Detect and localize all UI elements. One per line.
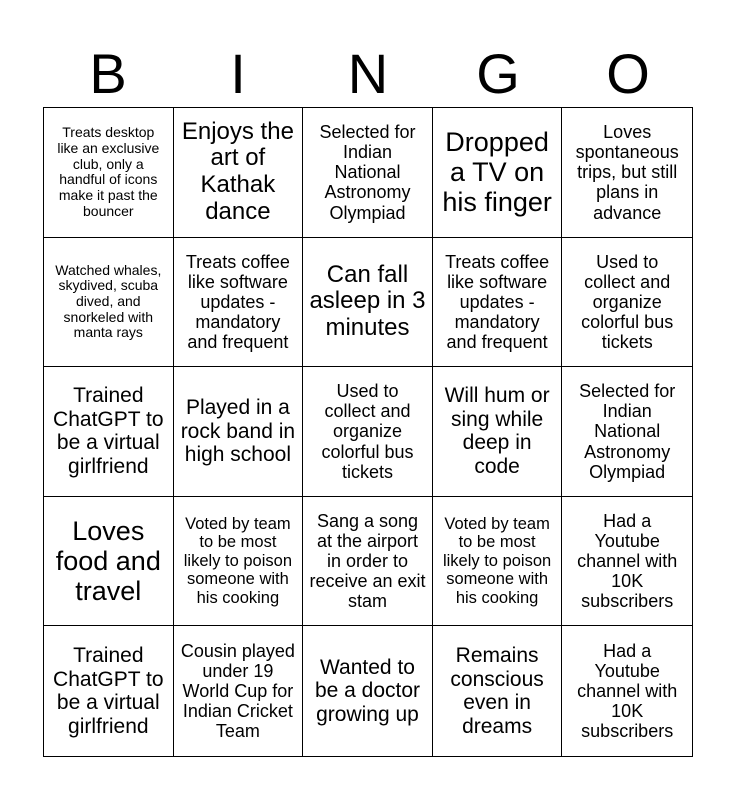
bingo-cell[interactable]: Wanted to be a doctor growing up <box>303 626 433 756</box>
bingo-cell[interactable]: Remains conscious even in dreams <box>433 626 563 756</box>
bingo-header <box>43 40 693 108</box>
bingo-cell[interactable]: Treats coffee like software updates - mandatory and frequent <box>433 238 563 368</box>
header-letter-g: G <box>476 42 520 105</box>
bingo-cell[interactable]: Sang a song at the airport in order to receive an exit stam <box>303 497 433 627</box>
bingo-cell[interactable]: Trained ChatGPT to be a virtual girlfriend <box>44 367 174 497</box>
bingo-cell[interactable]: Used to collect and organize colorful bus tickets <box>562 238 692 368</box>
bingo-cell[interactable]: Selected for Indian National Astronomy Olympiad <box>303 108 433 238</box>
header-letter-o: O <box>606 42 650 105</box>
bingo-cell[interactable]: Voted by team to be most likely to poison someone with his cooking <box>433 497 563 627</box>
bingo-cell[interactable]: Played in a rock band in high school <box>174 367 304 497</box>
bingo-cell[interactable]: Cousin played under 19 World Cup for Indian Cricket Team <box>174 626 304 756</box>
header-letter-b: B <box>89 42 127 105</box>
header-letter-i: I <box>230 42 246 105</box>
bingo-cell[interactable]: Used to collect and organize colorful bus tickets <box>303 367 433 497</box>
bingo-cell[interactable]: Loves spontaneous trips, but still plans in advance <box>562 108 692 238</box>
bingo-cell[interactable]: Dropped a TV on his finger <box>433 108 563 238</box>
bingo-cell[interactable]: Watched whales, skydived, scuba dived, and snorkeled with manta rays <box>44 238 174 368</box>
bingo-cell[interactable]: Will hum or sing while deep in code <box>433 367 563 497</box>
bingo-cell[interactable]: Treats coffee like software updates - mandatory and frequent <box>174 238 304 368</box>
header-letter-n: N <box>347 42 389 105</box>
bingo-cell[interactable]: Selected for Indian National Astronomy Olympiad <box>562 367 692 497</box>
bingo-cell[interactable]: Voted by team to be most likely to poison someone with his cooking <box>174 497 304 627</box>
bingo-board <box>43 107 693 757</box>
bingo-cell[interactable]: Had a Youtube channel with 10K subscribers <box>562 497 692 627</box>
bingo-cell[interactable]: Had a Youtube channel with 10K subscribers <box>577 640 678 742</box>
bingo-cell[interactable]: Loves food and travel <box>44 497 174 627</box>
bingo-cell[interactable]: Enjoys the art of Kathak dance <box>174 108 304 238</box>
bingo-cell[interactable]: Trained ChatGPT to be a virtual girlfriend <box>44 626 174 756</box>
bingo-cell[interactable]: Can fall asleep in 3 minutes <box>303 238 433 368</box>
bingo-cell[interactable]: Treats desktop like an exclusive club, only a handful of icons make it past the bouncer <box>44 108 174 238</box>
